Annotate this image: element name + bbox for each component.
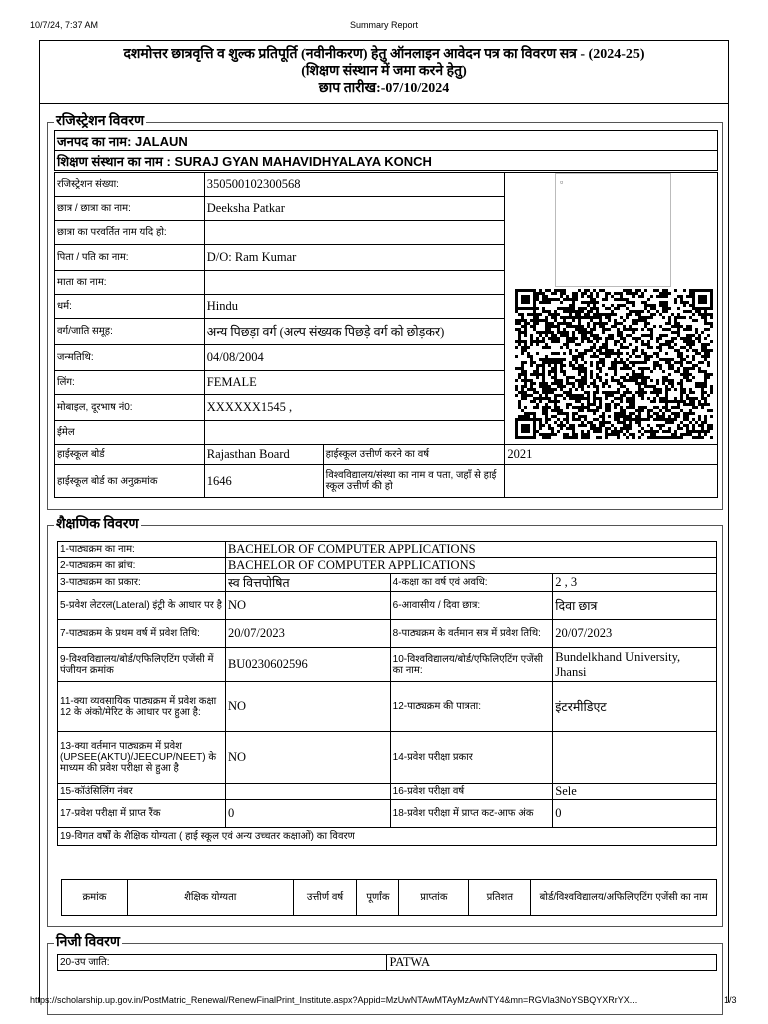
registration-field-label: लिंग:: [55, 371, 205, 395]
document-title: [40, 41, 728, 97]
academic-row: [58, 732, 717, 784]
academic-field-label: 12-पाठ्यक्रम की पात्रता:: [390, 682, 553, 732]
registration-field-value: [204, 421, 505, 445]
hs-roll-label: हाईस्कूल बोर्ड का अनुक्रमांक: [55, 465, 205, 498]
academic-field-label: 6-आवासीय / दिवा छात्र:: [390, 592, 553, 620]
course-name-value: BACHELOR OF COMPUTER APPLICATIONS: [225, 542, 716, 558]
registration-field-value: 350500102300568: [204, 173, 505, 197]
academic-field-value: 0: [225, 800, 390, 828]
title-divider: [40, 103, 728, 104]
academic-field-label: 10-विश्वविद्यालय/बोर्ड/एफिलिएटिंग एजेंसी का नाम:: [390, 648, 553, 682]
registration-field-label: वर्ग/जाति समूह:: [55, 319, 205, 345]
academic-field-value: [553, 732, 717, 784]
prev-qualification-header: प्रतिशत: [469, 880, 531, 916]
academic-field-value: [225, 784, 390, 800]
hs-board-value: Rajasthan Board: [204, 445, 323, 465]
registration-field-label: ईमेल: [55, 421, 205, 445]
hs-roll-value: 1646: [204, 465, 323, 498]
academic-field-label: 13-क्या वर्तमान पाठ्यक्रम में प्रवेश (UPSEE(AKTU)/JEECUP/NEET) के माध्यम की प्रवेश परीक्षा से हुआ है: [58, 732, 226, 784]
hs-year-value: 2021: [505, 445, 718, 465]
academic-field-label: 17-प्रवेश परीक्षा में प्राप्त रैंक: [58, 800, 226, 828]
prev-qualification-label: 19-विगत वर्षों के शैक्षिक योग्यता ( हाई स्कूल एवं अन्य उच्चतर कक्षाओं) का विवरण: [58, 828, 717, 846]
student-photo: [555, 173, 671, 287]
broken-image-icon: ▫: [560, 177, 564, 187]
prev-qualification-header-row: [62, 880, 717, 916]
academic-field-value: 0: [553, 800, 717, 828]
hs-univ-value: [505, 465, 718, 498]
personal-table: [57, 954, 717, 971]
academic-field-value: NO: [225, 592, 390, 620]
academic-field-value: BU0230602596: [225, 648, 390, 682]
registration-field-value: Deeksha Patkar: [204, 197, 505, 221]
registration-field-value: [204, 271, 505, 295]
academic-legend: शैक्षणिक विवरण: [56, 517, 139, 532]
hs-univ-label: विश्वविद्यालय/संस्था का नाम व पता, जहाँ से हाई स्कूल उत्तीर्ण की हो: [323, 465, 505, 498]
registration-field-value: XXXXXX1545 ,: [204, 395, 505, 421]
registration-field-label: धर्म:: [55, 295, 205, 319]
title-line-1: दशमोत्तर छात्रवृत्ति व शुल्क प्रतिपूर्ति (नवीनीकरण) हेतु ऑनलाइन आवेदन पत्र का विवरण सत्र - (2024-25): [123, 47, 645, 62]
prev-qualification-header: शैक्षिक योग्यता: [127, 880, 293, 916]
registration-field-label: छात्रा का परवर्तित नाम यदि हो:: [55, 221, 205, 245]
academic-field-label: 9-विश्वविद्यालय/बोर्ड/एफिलिएटिंग एजेंसी में पंजीयन क्रमांक: [58, 648, 226, 682]
prev-qualification-header: उत्तीर्ण वर्ष: [293, 880, 357, 916]
academic-field-value: स्व वित्तपोषित: [225, 574, 390, 592]
academic-field-label: 11-क्या व्यवसायिक पाठ्यक्रम में प्रवेश कक्षा 12 के अंको/मेरिट के आधार पर हुआ है:: [58, 682, 226, 732]
course-name-label: 1-पाठ्यक्रम का नाम:: [58, 542, 226, 558]
branch-value: BACHELOR OF COMPUTER APPLICATIONS: [225, 558, 716, 574]
title-line-2: (शिक्षण संस्थान में जमा करने हेतु): [301, 64, 467, 79]
print-url: https://scholarship.up.gov.in/PostMatric_Renewal/RenewFinalPrint_Institute.aspx?Appid=MzUwNTAwMTAyMzAwNTY4&mn=RGVla3NoYSBQYXRrYX...: [30, 995, 638, 1005]
academic-field-value: 20/07/2023: [225, 620, 390, 648]
academic-row: [58, 592, 717, 620]
academic-table: [57, 541, 717, 846]
print-title: Summary Report: [349, 20, 419, 30]
academic-field-label: 5-प्रवेश लेटरल(Lateral) इंट्री के आधार पर है: [58, 592, 226, 620]
district-name: जनपद का नाम: JALAUN: [55, 131, 718, 151]
academic-field-label: 3-पाठ्यक्रम का प्रकार:: [58, 574, 226, 592]
prev-qualification-header: पूर्णांक: [357, 880, 399, 916]
academic-field-value: 20/07/2023: [553, 620, 717, 648]
registration-header-table: [54, 130, 718, 171]
academic-field-value: Sele: [553, 784, 717, 800]
registration-field-label: पिता / पति का नाम:: [55, 245, 205, 271]
personal-legend: निजी विवरण: [56, 935, 120, 950]
academic-field-label: 16-प्रवेश परीक्षा वर्ष: [390, 784, 553, 800]
report-page: [39, 40, 729, 1002]
academic-field-value: इंटरमीडिएट: [553, 682, 717, 732]
academic-field-label: 14-प्रवेश परीक्षा प्रकार: [390, 732, 553, 784]
registration-field-label: रजिस्ट्रेशन संख्या:: [55, 173, 205, 197]
prev-qualification-header: प्राप्तांक: [399, 880, 469, 916]
registration-field-label: मोबाइल, दूरभाष नं0:: [55, 395, 205, 421]
prev-qualification-table: [61, 879, 717, 916]
academic-field-value: दिवा छात्र: [553, 592, 717, 620]
registration-field-value: Hindu: [204, 295, 505, 319]
registration-field-value: 04/08/2004: [204, 345, 505, 371]
academic-row: [58, 682, 717, 732]
print-date: छाप तारीख:-07/10/2024: [318, 81, 450, 96]
print-datetime: 10/7/24, 7:37 AM: [30, 20, 99, 30]
prev-qualification-header: बोर्ड/विश्वविद्यालय/अफिलिएटिंग एजेंसी का नाम: [531, 880, 717, 916]
hs-board-label: हाईस्कूल बोर्ड: [55, 445, 205, 465]
academic-field-value: NO: [225, 732, 390, 784]
branch-label: 2-पाठ्यक्रम का ब्रांच:: [58, 558, 226, 574]
academic-row: [58, 620, 717, 648]
registration-field-label: माता का नाम:: [55, 271, 205, 295]
subcaste-value: PATWA: [387, 955, 717, 971]
registration-field-value: FEMALE: [204, 371, 505, 395]
registration-field-value: D/O: Ram Kumar: [204, 245, 505, 271]
academic-row: [58, 784, 717, 800]
registration-field-label: जन्मतिथि:: [55, 345, 205, 371]
academic-field-value: 2 , 3: [553, 574, 717, 592]
academic-row: [58, 800, 717, 828]
registration-field-label: छात्र / छात्रा का नाम:: [55, 197, 205, 221]
academic-field-value: Bundelkhand University, Jhansi: [553, 648, 717, 682]
prev-qualification-header: क्रमांक: [62, 880, 128, 916]
academic-field-label: 8-पाठ्यक्रम के वर्तमान सत्र में प्रवेश तिथि:: [390, 620, 553, 648]
subcaste-label: 20-उप जाति:: [58, 955, 387, 971]
registration-field-value: [204, 221, 505, 245]
academic-field-label: 18-प्रवेश परीक्षा में प्राप्त कट-आफ अंक: [390, 800, 553, 828]
qr-code: [515, 289, 713, 441]
academic-field-value: NO: [225, 682, 390, 732]
hs-year-label: हाईस्कूल उत्तीर्ण करने का वर्ष: [323, 445, 505, 465]
registration-legend: रजिस्ट्रेशन विवरण: [56, 114, 145, 129]
print-page-number: 1/3: [724, 995, 737, 1005]
institute-name: शिक्षण संस्थान का नाम : SURAJ GYAN MAHAVIDHYALAYA KONCH: [55, 151, 718, 171]
academic-row: [58, 648, 717, 682]
academic-field-label: 7-पाठ्यक्रम के प्रथम वर्ष में प्रवेश तिथि:: [58, 620, 226, 648]
academic-field-label: 15-कॉउंसिलिंग नंबर: [58, 784, 226, 800]
registration-field-value: अन्य पिछड़ा वर्ग (अल्प संख्यक पिछड़े वर्ग को छोड़कर): [204, 319, 505, 345]
academic-row: [58, 574, 717, 592]
academic-field-label: 4-कक्षा का वर्ष एवं अवधि:: [390, 574, 553, 592]
